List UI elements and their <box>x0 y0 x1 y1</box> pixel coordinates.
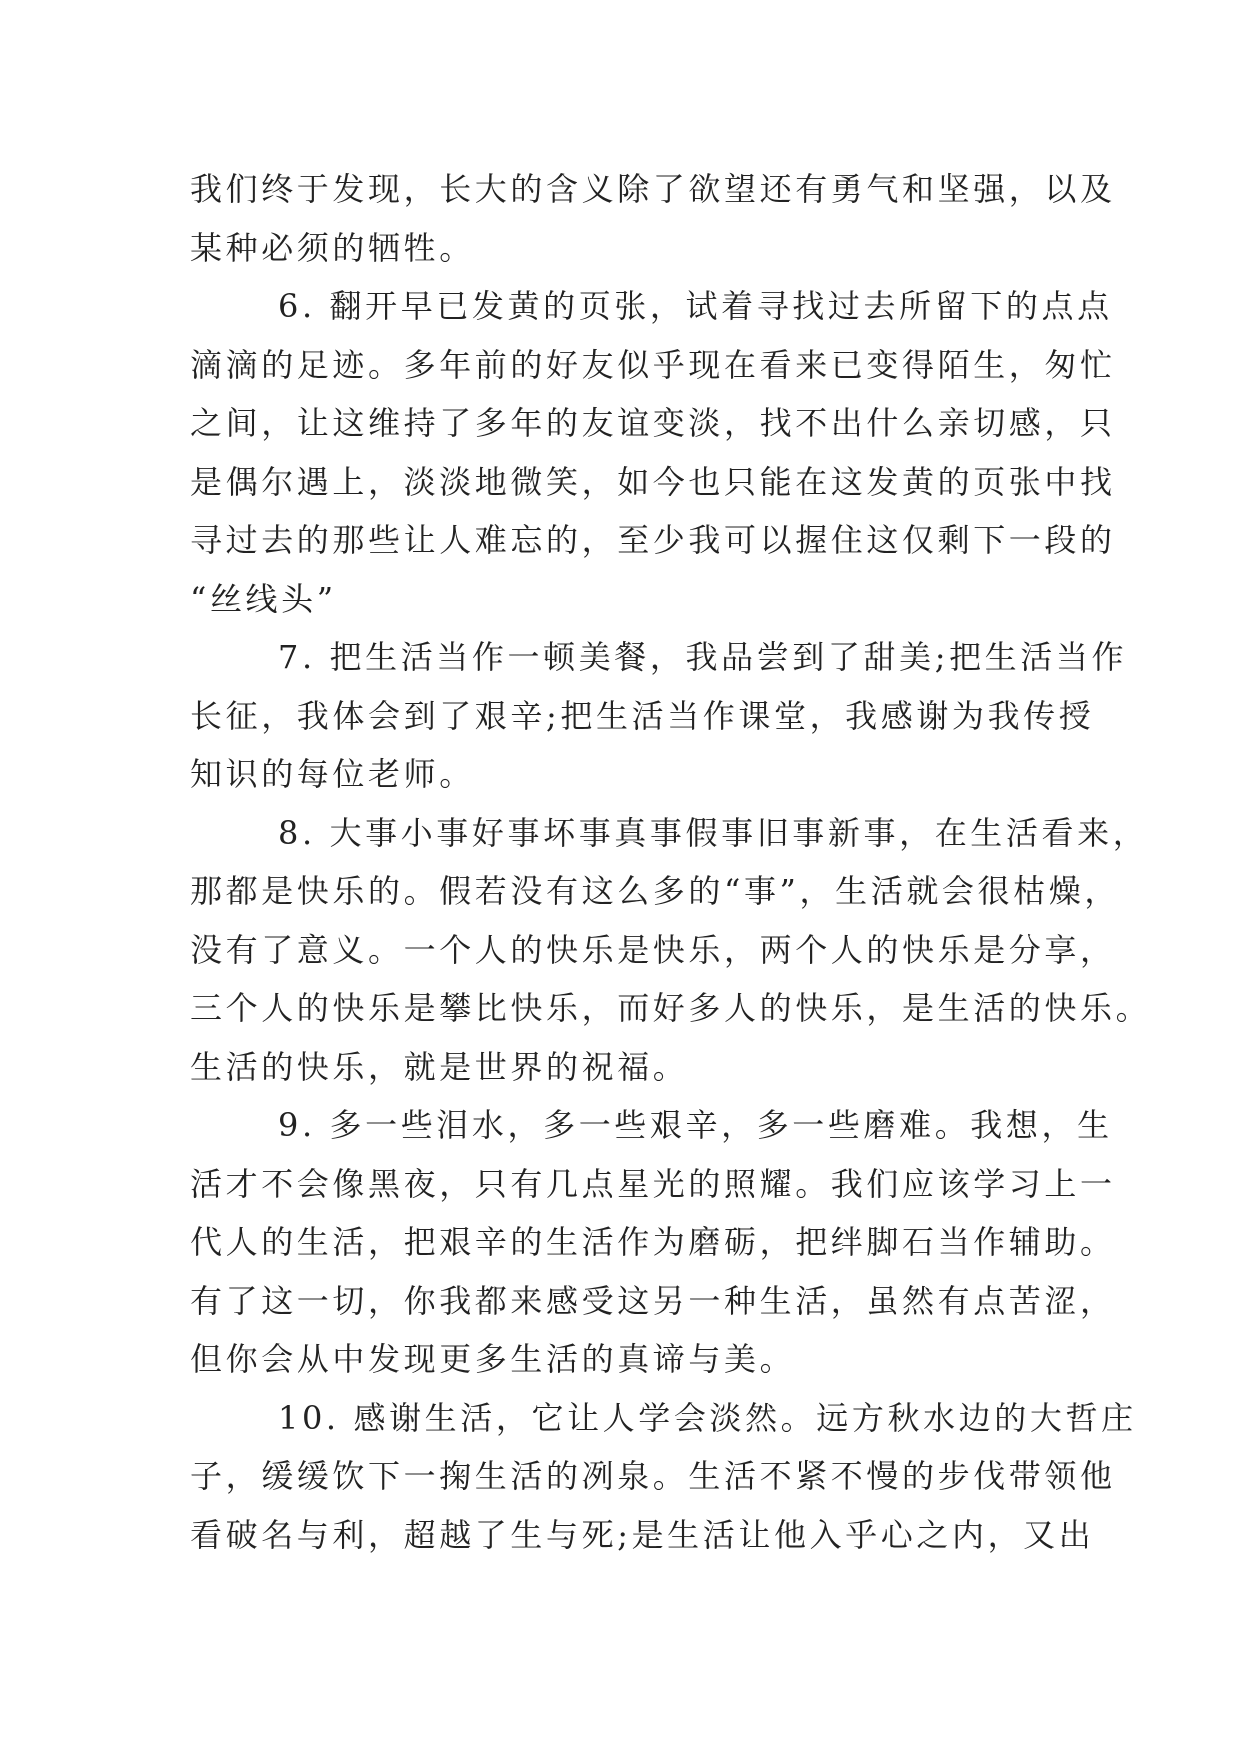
text-line: 生活的快乐，就是世界的祝福。 <box>190 1047 689 1086</box>
text-line: 代人的生活，把艰辛的生活作为磨砺，把绊脚石当作辅助。 <box>190 1223 1116 1261</box>
text-line: 看破名与利，超越了生与死;是生活让他入乎心之内，又出 <box>190 1515 1095 1554</box>
text-line: “丝线头” <box>190 579 337 618</box>
body-text <box>190 160 1152 1564</box>
text-line: 那都是快乐的。假若没有这么多的“事”，生活就会很枯燥， <box>190 872 1120 910</box>
text-line: 知识的每位老师。 <box>190 755 475 793</box>
text-line: 某种必须的牺牲。 <box>190 228 475 267</box>
text-line: 有了这一切，你我都来感受这另一种生活，虽然有点苦涩， <box>190 1281 1116 1320</box>
text-line: 6. 翻开早已发黄的页张，试着寻找过去所留下的点点 <box>278 287 1113 325</box>
text-line: 8. 大事小事好事坏事真事假事旧事新事，在生活看来， <box>278 813 1149 852</box>
text-line: 但你会从中发现更多生活的真谛与美。 <box>190 1340 796 1378</box>
text-line: 长征，我体会到了艰辛;把生活当作课堂，我感谢为我传授 <box>190 696 1095 735</box>
text-line: 寻过去的那些让人难忘的，至少我可以握住这仅剩下一段的 <box>190 521 1116 559</box>
text-line: 子，缓缓饮下一掬生活的冽泉。生活不紧不慢的步伐带领他 <box>190 1457 1116 1495</box>
text-line: 滴滴的足迹。多年前的好友似乎现在看来已变得陌生，匆忙 <box>190 345 1116 384</box>
text-line: 10. 感谢生活，它让人学会淡然。远方秋水边的大哲庄 <box>278 1398 1137 1437</box>
text-line: 没有了意义。一个人的快乐是快乐，两个人的快乐是分享， <box>190 930 1116 969</box>
text-line: 我们终于发现，长大的含义除了欲望还有勇气和坚强，以及 <box>190 170 1116 208</box>
text-line: 9. 多一些泪水，多一些艰辛，多一些磨难。我想，生 <box>278 1106 1113 1144</box>
text-line: 三个人的快乐是攀比快乐，而好多人的快乐，是生活的快乐。 <box>190 989 1152 1027</box>
text-line: 活才不会像黑夜，只有几点星光的照耀。我们应该学习上一 <box>190 1164 1116 1203</box>
text-line: 7. 把生活当作一顿美餐，我品尝到了甜美;把生活当作 <box>278 638 1128 676</box>
text-line: 是偶尔遇上，淡淡地微笑，如今也只能在这发黄的页张中找 <box>190 462 1116 501</box>
text-line: 之间，让这维持了多年的友谊变淡，找不出什么亲切感，只 <box>190 404 1116 442</box>
